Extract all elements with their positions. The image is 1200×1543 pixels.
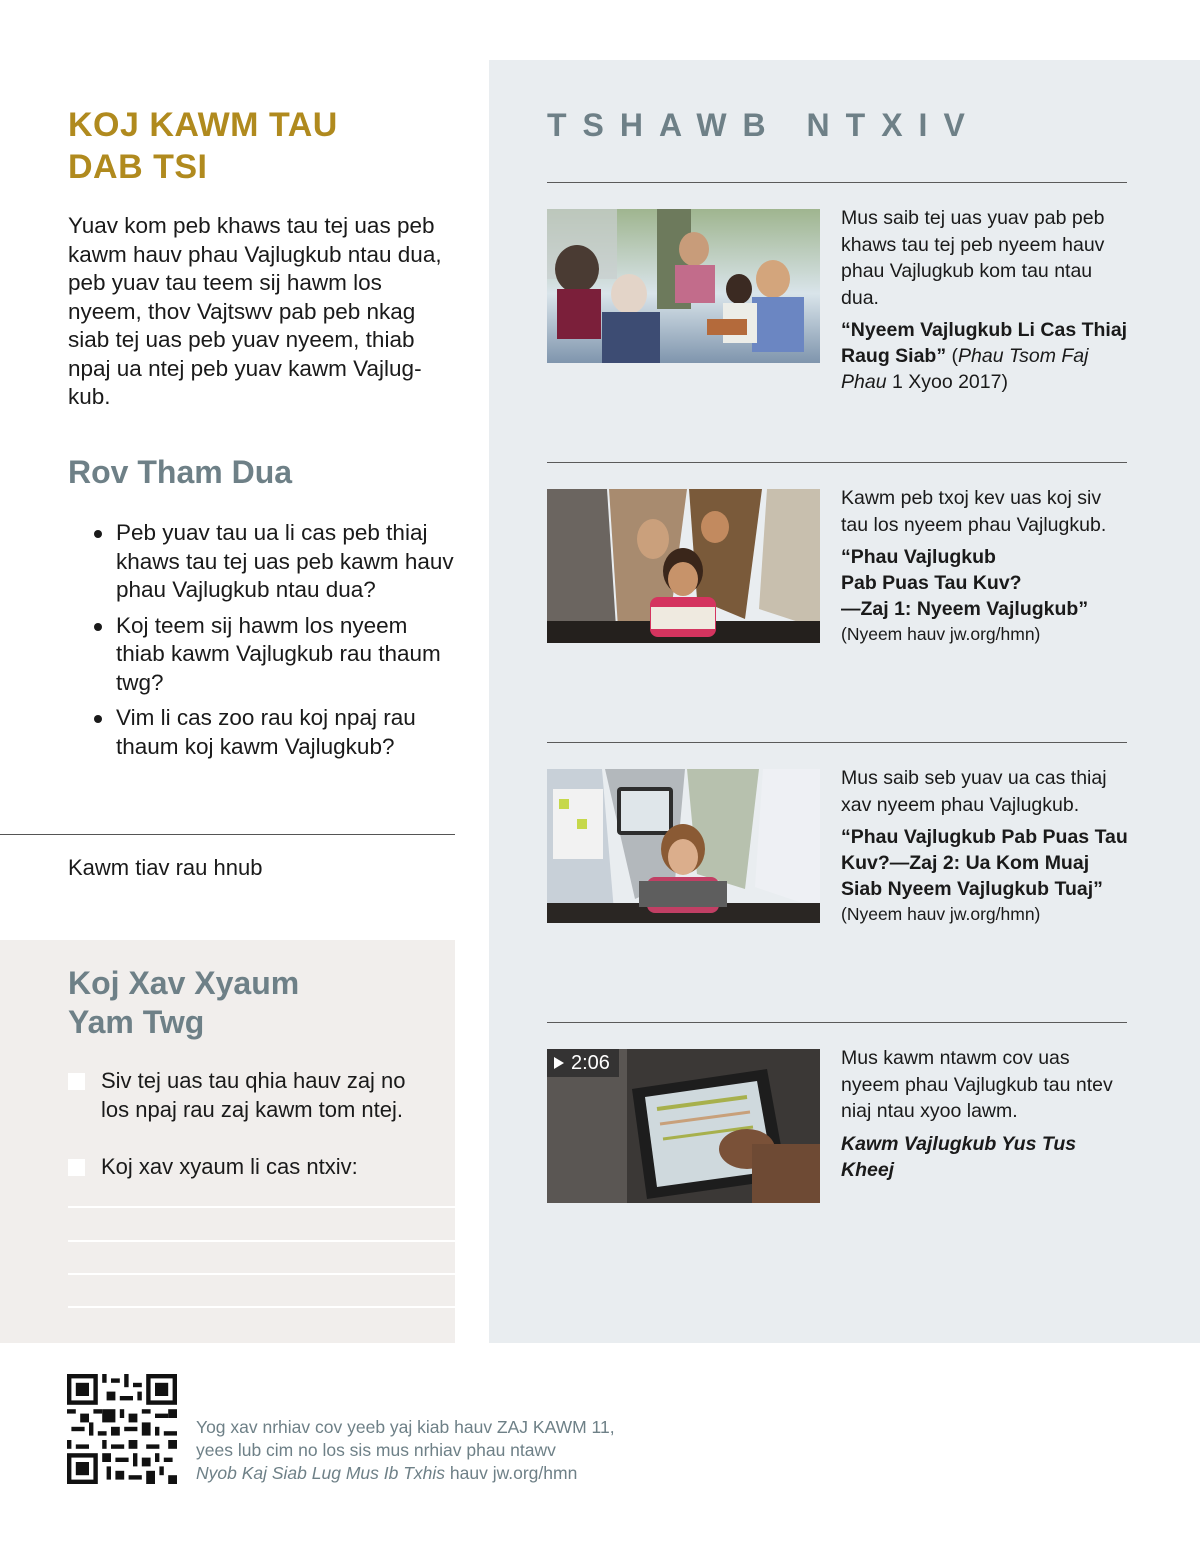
practice-title-line2: Yam Twg bbox=[68, 1004, 205, 1040]
review-question-text: Vim li cas zoo rau koj npaj rau thaum koj kawm Vajlugkub? bbox=[116, 705, 416, 759]
resource-title[interactable]: Kawm Vajlugkub Yus Tus Kheej bbox=[841, 1132, 1077, 1181]
review-questions bbox=[92, 519, 454, 768]
divider bbox=[0, 834, 455, 835]
review-question bbox=[92, 612, 454, 698]
resource-description: Kawm peb txoj kev uas koj siv tau los nyeem phau Vajlugkub. bbox=[841, 487, 1107, 536]
resource-source: Phau Tsom Faj Phau bbox=[841, 345, 1089, 393]
bullet-icon bbox=[94, 715, 102, 723]
divider bbox=[547, 462, 1127, 463]
summary-title-line2: DAB TSI bbox=[68, 148, 208, 186]
practice-option-text: Koj xav xyaum li cas ntxiv: bbox=[101, 1154, 358, 1179]
bullet-icon bbox=[94, 623, 102, 631]
divider bbox=[547, 182, 1127, 183]
qr-code-icon[interactable] bbox=[67, 1374, 177, 1484]
resource-description: Mus saib seb yuav ua cas thiaj xav nyeem phau Vajlugkub. bbox=[841, 767, 1107, 816]
resource-title[interactable]: “Phau Vajlugkub Pab Puas Tau Kuv?—Zaj 2: Ua Kom Muaj Siab Nyeem Vajlugkub Tuaj” bbox=[841, 826, 1128, 900]
resource-reference[interactable] bbox=[841, 317, 1131, 395]
checkbox[interactable] bbox=[68, 1159, 85, 1176]
resource-description: Mus saib tej uas yuav pab peb khaws tau tej peb nyeem hauv phau Vajlugkub kom tau ntau dua. bbox=[841, 207, 1105, 309]
review-question-text: Koj teem sij hawm los nyeem thiab kawm Vajlugkub rau thaum twg? bbox=[116, 612, 441, 695]
practice-title-line1: Koj Xav Xyaum bbox=[68, 965, 300, 1001]
practice-option-text: Siv tej uas tau qhia hauv zaj no los npaj rau zaj kawm tom ntej. bbox=[101, 1068, 406, 1122]
resource-title: “Nyeem Vajlugkub Li Cas Thiaj Raug Siab” bbox=[841, 319, 1128, 367]
thumbnail-boy-reading[interactable] bbox=[547, 489, 820, 643]
reading-group-image bbox=[547, 209, 820, 363]
write-in-line[interactable] bbox=[68, 1273, 455, 1275]
resource-note: (Nyeem hauv jw.org/hmn) bbox=[841, 624, 1041, 644]
practice-option[interactable] bbox=[68, 1067, 438, 1124]
resource-entry bbox=[841, 1045, 1131, 1183]
review-title: Rov Tham Dua bbox=[68, 454, 293, 490]
girl-reading-image bbox=[547, 769, 820, 923]
review-question bbox=[92, 704, 454, 761]
bullet-icon bbox=[94, 530, 102, 538]
resource-issue: 1 Xyoo 2017) bbox=[886, 371, 1008, 393]
thumbnail-girl-reading[interactable] bbox=[547, 769, 820, 923]
write-in-line[interactable] bbox=[68, 1240, 455, 1242]
video-duration-badge[interactable] bbox=[547, 1049, 619, 1077]
video-duration: 2:06 bbox=[571, 1052, 610, 1074]
review-question-text: Peb yuav tau ua li cas peb thiaj khaws tau tej uas peb kawm hauv phau Vajlugkub ntau dua? bbox=[116, 520, 454, 602]
resource-note: (Nyeem hauv jw.org/hmn) bbox=[841, 904, 1041, 924]
resource-description: Mus kawm ntawm cov uas nyeem phau Vajlugkub tau ntev niaj ntau xyoo lawm. bbox=[841, 1047, 1113, 1122]
write-in-line[interactable] bbox=[68, 1306, 455, 1308]
resource-entry bbox=[841, 205, 1131, 395]
resource-title-line3: —Zaj 1: Nyeem Vajlugkub” bbox=[841, 598, 1089, 620]
divider bbox=[547, 742, 1127, 743]
completion-date-label: Kawm tiav rau hnub bbox=[68, 855, 263, 880]
summary-title-line1: KOJ KAWM TAU bbox=[68, 106, 338, 144]
practice-title bbox=[68, 964, 428, 1042]
resource-entry bbox=[841, 765, 1131, 926]
resource-title-line2: Pab Puas Tau Kuv? bbox=[841, 572, 1022, 594]
footer-text bbox=[196, 1416, 666, 1485]
write-in-line[interactable] bbox=[68, 1206, 455, 1208]
footer-line2: yees lub cim no los sis mus nrhiav phau ntawv bbox=[196, 1440, 556, 1460]
resource-title-line1: “Phau Vajlugkub bbox=[841, 546, 996, 568]
summary-title bbox=[68, 104, 448, 188]
resource-entry bbox=[841, 485, 1131, 646]
footer-link-text[interactable]: hauv jw.org/hmn bbox=[445, 1463, 578, 1483]
review-question bbox=[92, 519, 454, 605]
play-icon bbox=[554, 1057, 564, 1069]
thumbnail-people-reading-bible[interactable] bbox=[547, 209, 820, 363]
resource-source-open: ( bbox=[946, 345, 959, 367]
divider bbox=[547, 1022, 1127, 1023]
summary-body: Yuav kom peb khaws tau tej uas peb kawm hauv phau Vajlugkub ntau dua, peb yuav tau teem sij hawm los nyeem, thov Vajtswv pab peb nkag siab tej uas peb yuav nyeem, thiab npaj ua ntej peb yuav kawm Vajlugkub. bbox=[68, 213, 442, 409]
practice-option[interactable] bbox=[68, 1153, 438, 1182]
resource-reference[interactable] bbox=[841, 544, 1131, 622]
footer-line1: Yog xav nrhiav cov yeeb yaj kiab hauv ZAJ KAWM 11, bbox=[196, 1417, 615, 1437]
explore-title: TSHAWB NTXIV bbox=[547, 107, 981, 143]
checkbox[interactable] bbox=[68, 1073, 85, 1090]
boy-reading-image bbox=[547, 489, 820, 643]
footer-book-title: Nyob Kaj Siab Lug Mus Ib Txhis bbox=[196, 1463, 446, 1483]
